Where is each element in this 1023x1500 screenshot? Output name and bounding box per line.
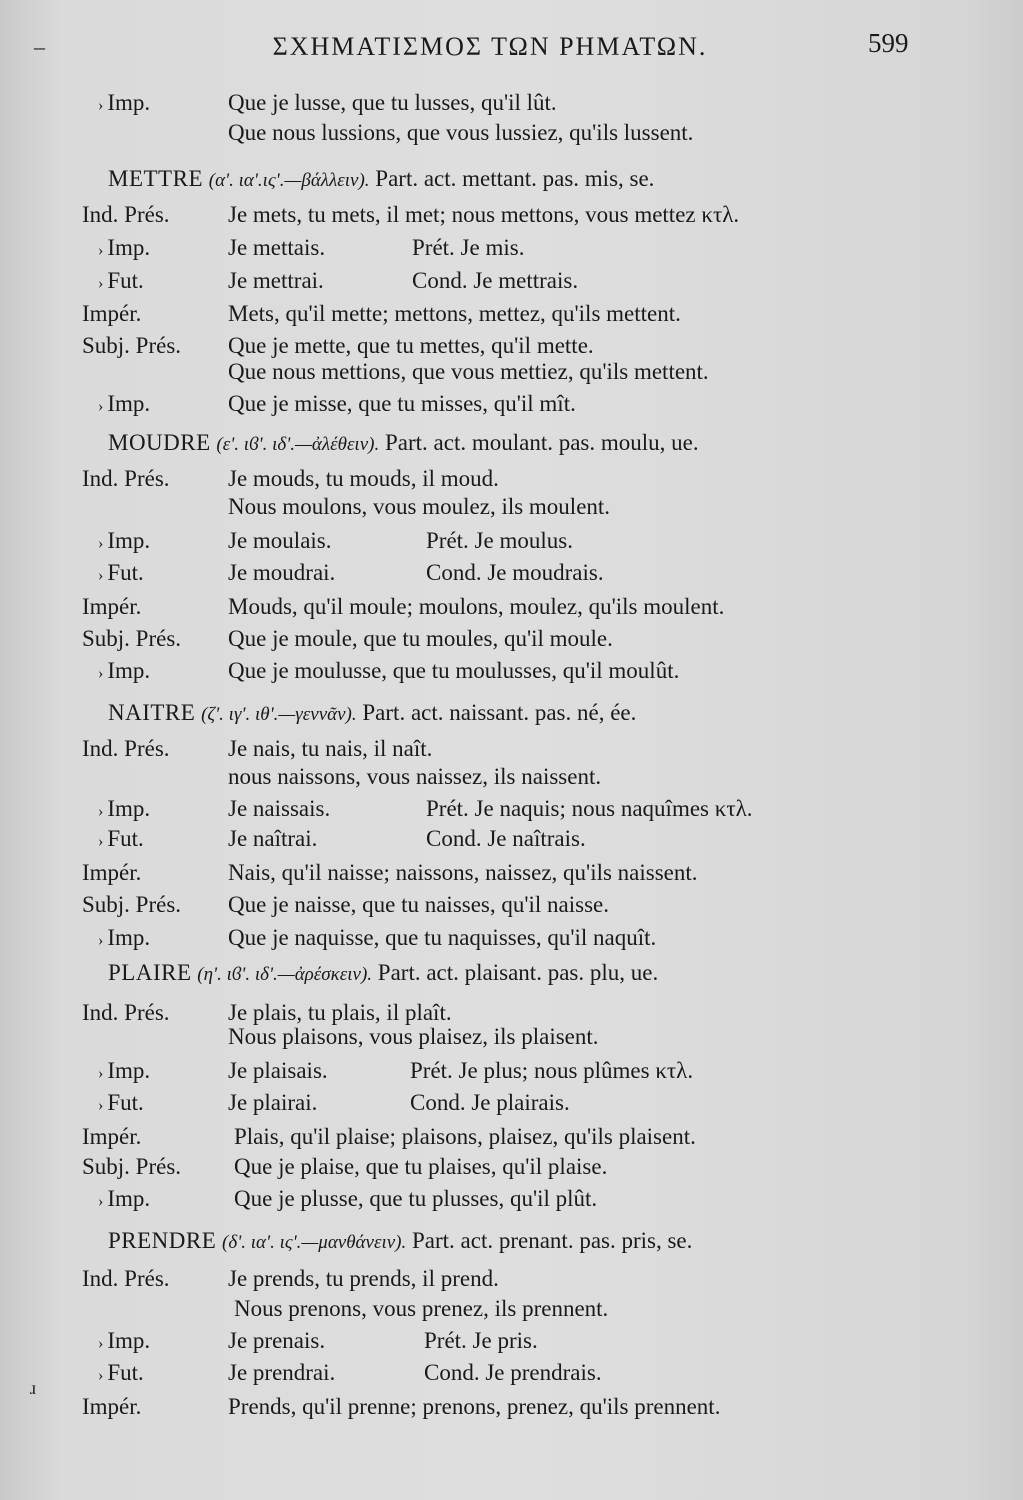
- verb-heading-mettre: METTRE (α'. ια'.ις'.—βάλλειν). Part. act. mettant. pas. mis, se.: [108, 166, 655, 191]
- verb-heading-plaire: PLAIRE (η'. ιϐ'. ιδ'.—ἀρέσκειν). Part. act. plaisant. pas. plu, ue.: [108, 960, 659, 985]
- book-page: – ΣΧΗΜΑΤΙΣΜΟΣ ΤΩΝ ΡΗΜΑΤΩΝ. 599 › Imp. Que je lusse, que tu lusses, qu'il lût. Que nous lussions, que vous lussiez, qu'ils lussent. METTRE (α'. ια'.ις'.—βάλλειν). Part. act. mettant. pas. mis, se. Ind. Prés. Je mets, tu mets, il met; nous mettons, vous mettez κτλ. › Imp. Je mettais. Prét. Je mis. › Fut. Je mettrai. Cond. Je mettrais. Impér. Mets, qu'il mette; mettons, mettez, qu'ils mettent. Subj. Prés. Que je mette, que tu mettes, qu'il mette. Que nous mettions, que vous mettiez, qu'ils mettent. › Imp. Que je misse, que tu misses, qu'il mît. MOUDRE (ε'. ιϐ'. ιδ'.—ἀλέθειν). Part. act. moulant. pas. moulu, ue. Ind. Prés. Je mouds, tu mouds, il moud. Nous moulons, vous moulez, ils moulent. › Imp. Je moulais. Prét. Je moulus. › Fut. Je moudrai. Cond. Je moudrais. Impér. Mouds, qu'il moule; moulons, moulez, qu'ils moulent. Subj. Prés. Que je moule, que tu moules, qu'il moule. › Imp. Que je moulusse, que tu moulusses, qu'il moulût. NAITRE (ζ'. ιγ'. ιθ'.—γεννᾶν). Part. act. naissant. pas. né, ée. Ind. Prés. Je nais, tu nais, il naît. nous naissons, vous naissez, ils naissent. › Imp. Je naissais. Prét. Je naquis; nous naquîmes κτλ. › Fut. Je naîtrai. Cond. Je naîtrais. Impér. Nais, qu'il naisse; naissons, naissez, qu'ils naissent. Subj. Prés. Que je naisse, que tu naisses, qu'il naisse. › Imp. Que je naquisse, que tu naquisses, qu'il naquît. PLAIRE (η'. ιϐ'. ιδ'.—ἀρέσκειν). Part. act. plaisant. pas. plu, ue. Ind. Prés. Je plais, tu plais, il plaît. Nous plaisons, vous plaisez, ils plaisent. › Imp. Je plaisais. Prét. Je plus; nous plûmes κτλ. › Fut. Je plairai. Cond. Je plairais. Impér. Plais, qu'il plaise; plaisons, plaisez, qu'ils plaisent. Subj. Prés. Que je plaise, que tu plaises, qu'il plaise. › Imp. Que je plusse, que tu plusses, qu'il plût. PRENDRE (δ'. ια'. ις'.—μανθάνειν). Part. act. prenant. pas. pris, se. Ind. Prés. Je prends, tu prends, il prend. Nous prenons, vous prenez, ils prennent. › Imp. Je prenais. Prét. Je pris. › Fut. Je prendrai. Cond. Je prendrais. Impér. Prends, qu'il prenne; prenons, prenez, qu'ils prennent. ɹ: [0, 0, 1023, 1500]
- conjugation-text: Que nous lussions, que vous lussiez, qu'ils lussent.: [228, 120, 694, 145]
- verb-heading-moudre: MOUDRE (ε'. ιϐ'. ιδ'.—ἀλέθειν). Part. act. moulant. pas. moulu, ue.: [108, 430, 699, 455]
- page-number: 599: [868, 28, 909, 58]
- conjugation-text: Que je lusse, que tu lusses, qu'il lût.: [228, 90, 557, 115]
- verb-heading-naitre: NAITRE (ζ'. ιγ'. ιθ'.—γεννᾶν). Part. act. naissant. pas. né, ée.: [108, 700, 637, 725]
- page-header: [0, 28, 1023, 68]
- verb-heading-prendre: PRENDRE (δ'. ια'. ις'.—μανθάνειν). Part. act. prenant. pas. pris, se.: [108, 1228, 693, 1253]
- header-dash: –: [34, 34, 45, 59]
- margin-mark: ɹ: [30, 1378, 36, 1398]
- tense-label: › Imp.: [98, 90, 151, 115]
- running-title: ΣΧΗΜΑΤΙΣΜΟΣ ΤΩΝ ΡΗΜΑΤΩΝ.: [272, 32, 708, 61]
